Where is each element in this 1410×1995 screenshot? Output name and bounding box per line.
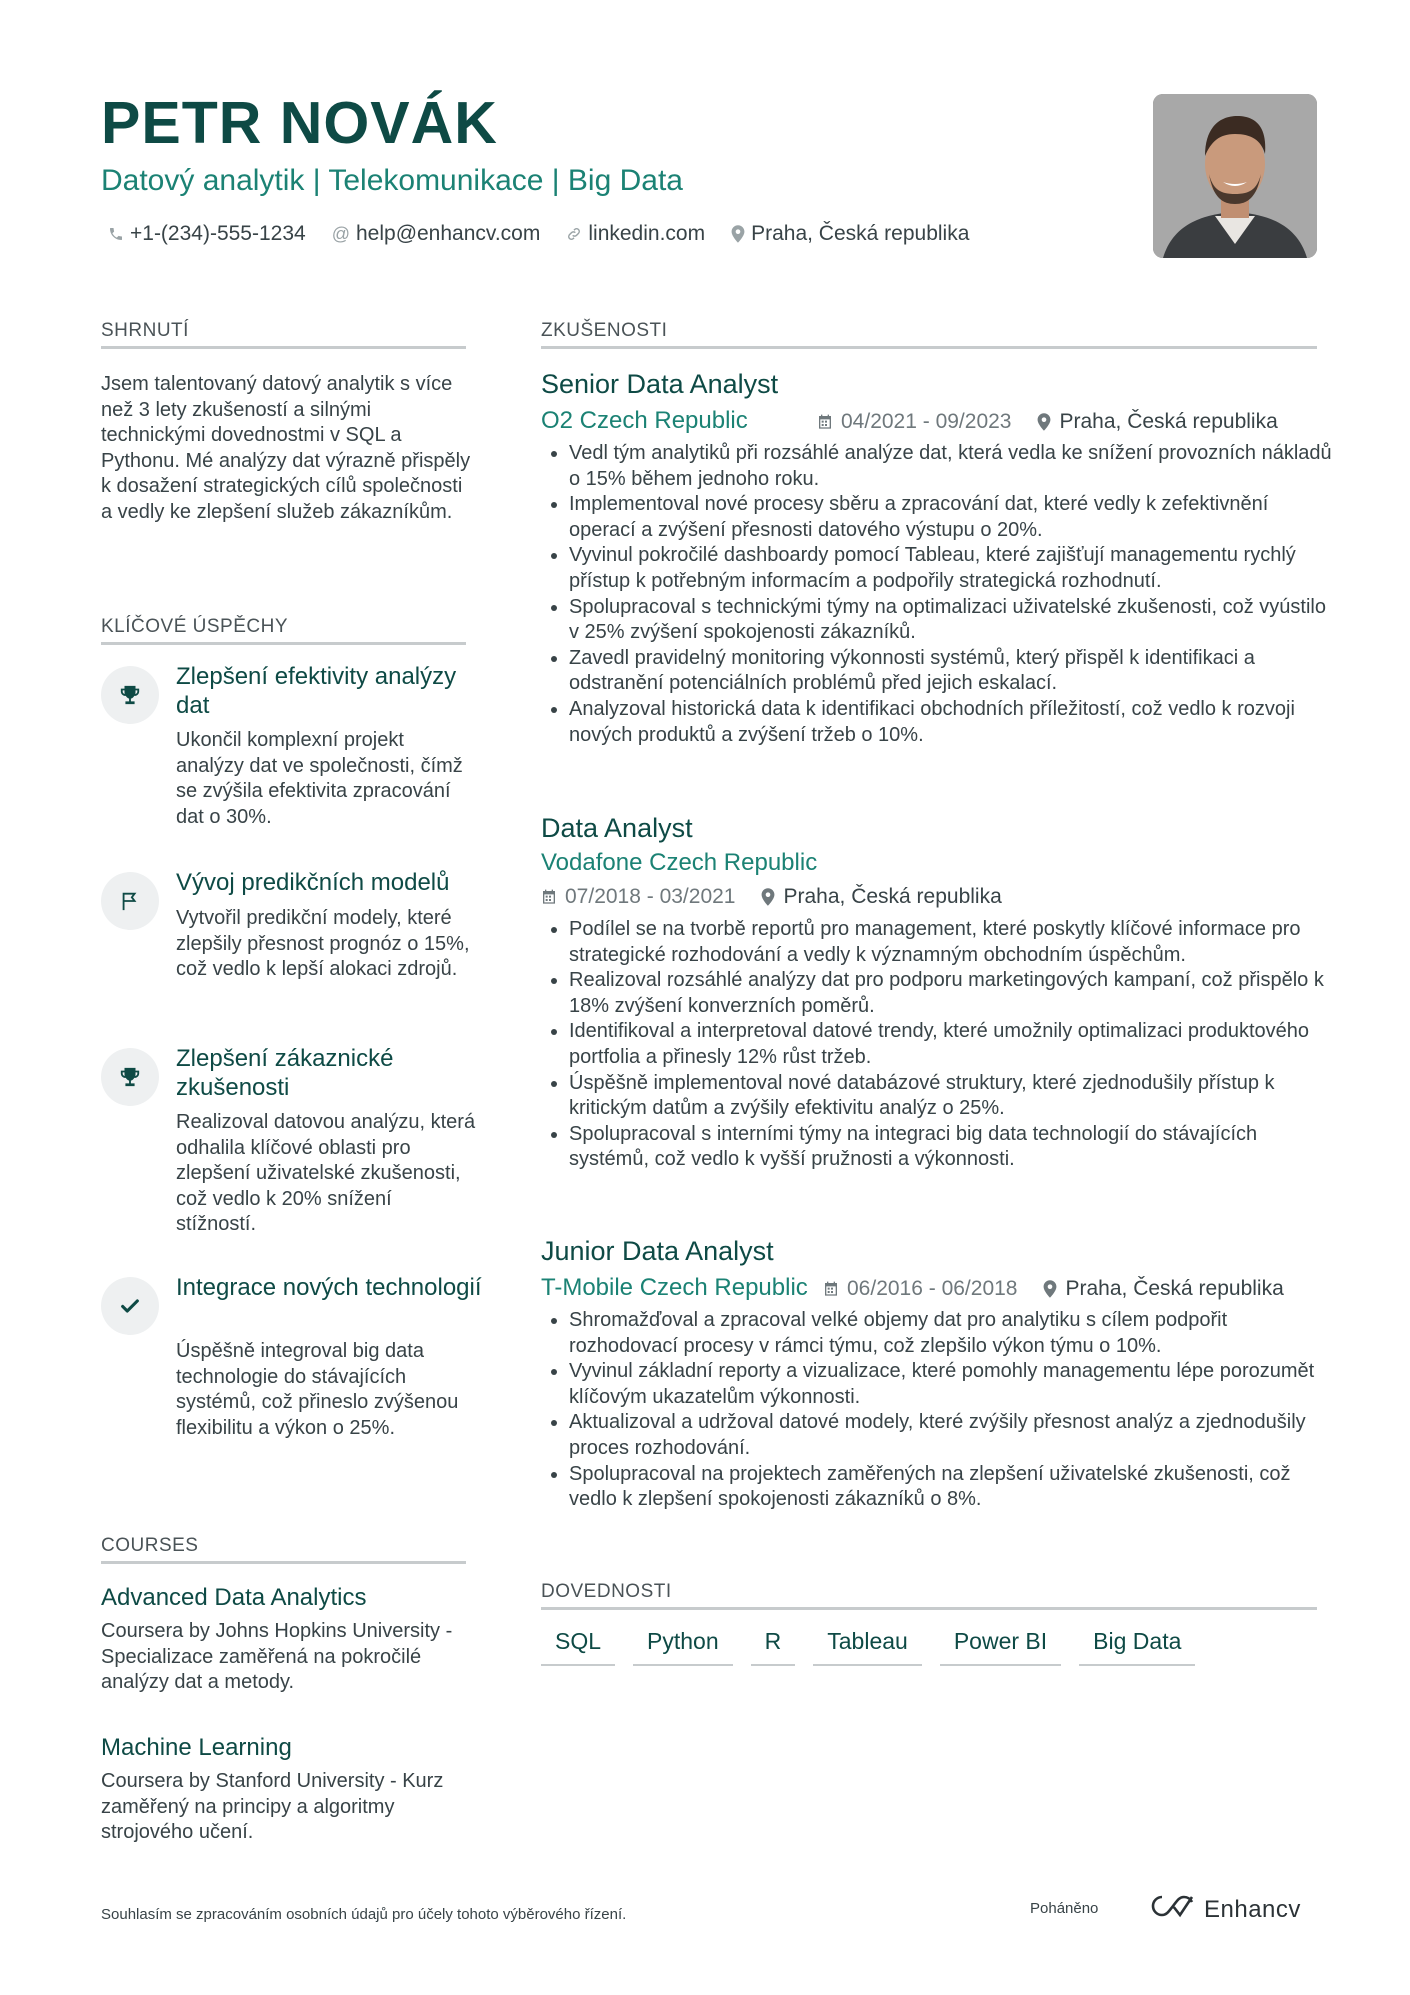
enhancv-logo[interactable] <box>1150 1894 1301 1925</box>
job-title: Junior Data Analyst <box>541 1236 774 1266</box>
link-icon <box>566 226 582 242</box>
job-bullet: • Aktualizoval a udržoval datové modely, které zvýšily přesnost analýz a zjednodušily proces rozhodování. <box>569 1410 1339 1461</box>
achievements-heading: KLÍČOVÉ ÚSPĚCHY <box>101 616 288 637</box>
enhancv-logo-text: Enhancv <box>1204 1895 1301 1923</box>
candidate-title: Datový analytik | Telekomunikace | Big Data <box>101 164 683 197</box>
experience-divider <box>541 346 1317 349</box>
achievement-title: Zlepšení zákaznické zkušenosti <box>176 1045 394 1101</box>
job-bullets <box>547 917 1339 1173</box>
job-bullet: • Realizoval rozsáhlé analýzy dat pro podporu marketingových kampaní, což přispělo k 18% zvýšení konverzních poměrů. <box>569 968 1339 1019</box>
checkmark-icon <box>101 1277 159 1335</box>
phone-text[interactable]: +1-(234)-555-1234 <box>130 222 306 245</box>
course-title: Advanced Data Analytics <box>101 1584 367 1611</box>
job-location: Praha, Česká republika <box>761 882 1001 912</box>
trophy-icon <box>101 1048 159 1106</box>
location-pin-icon <box>731 225 745 243</box>
location-pin-icon <box>761 888 775 906</box>
achievement-desc: Realizoval datovou analýzu, která odhalila klíčové oblasti pro zlepšení uživatelské zkušenosti, což vedlo k 20% snížení stížností. <box>176 1111 476 1236</box>
job-location: Praha, Česká republika <box>1043 1274 1283 1304</box>
courses-heading: COURSES <box>101 1535 199 1556</box>
profile-photo <box>1153 94 1317 258</box>
job-dates: 04/2021 - 09/2023 <box>817 407 1011 437</box>
trophy-icon <box>101 666 159 724</box>
job-bullets <box>547 441 1339 748</box>
skill-tag: Tableau <box>813 1626 922 1666</box>
calendar-icon <box>541 889 557 905</box>
summary-text: Jsem talentovaný datový analytik s více než 3 lety zkušeností a silnými technickými dovednostmi v SQL a Pythonu. Mé analýzy dat výrazně přispěly k dosažení strategických cílů společnosti a vedly ke zlepšení služeb zákazníkům. <box>101 373 471 523</box>
achievement-desc: Vytvořil predikční modely, které zlepšily přesnost prognóz o 15%, což vedlo k lepší alokaci zdrojů. <box>176 907 470 981</box>
courses-divider <box>101 1561 466 1564</box>
achievement-title: Integrace nových technologií <box>176 1274 482 1301</box>
course-title: Machine Learning <box>101 1734 292 1761</box>
job-bullet: • Analyzoval historická data k identifikaci obchodních příležitostí, což vedlo k rozvoji nových produktů a zvýšení tržeb o 10%. <box>569 697 1339 748</box>
job-title: Senior Data Analyst <box>541 369 779 399</box>
powered-by-label: Poháněno <box>1030 1900 1099 1917</box>
achievement-desc: Ukončil komplexní projekt analýzy dat ve společnosti, čímž se zvýšila efektivita zpracování dat o 30%. <box>176 729 463 828</box>
achievement-desc: Úspěšně integroval big data technologie do stávajících systémů, což přineslo zvýšenou flexibilitu a výkon o 25%. <box>176 1340 459 1439</box>
candidate-name: PETR NOVÁK <box>101 90 498 156</box>
location-text: Praha, Česká republika <box>751 222 970 245</box>
job-meta <box>823 1274 1284 1304</box>
at-icon: @ <box>331 224 350 244</box>
experience-heading: ZKUŠENOSTI <box>541 320 668 341</box>
consent-text: Souhlasím se zpracováním osobních údajů pro účely tohoto výběrového řízení. <box>101 1906 627 1923</box>
skills-divider <box>541 1607 1317 1610</box>
course-desc: Coursera by Johns Hopkins University - Specializace zaměřená na pokročilé analýzy dat a metody. <box>101 1620 453 1694</box>
contact-location <box>731 218 969 250</box>
location-pin-icon <box>1043 1280 1057 1298</box>
skill-tag: R <box>751 1626 796 1666</box>
summary-heading: SHRNUTÍ <box>101 320 189 341</box>
contact-email <box>332 218 541 250</box>
job-bullet: • Vyvinul základní reporty a vizualizace, které pomohly managementu lépe porozumět klíčovým ukazatelům výkonnosti. <box>569 1359 1339 1410</box>
job-meta <box>541 882 1002 912</box>
job-bullet: • Zavedl pravidelný monitoring výkonnosti systémů, který přispěl k identifikaci a odstranění potenciálních problémů před jejich eskalací. <box>569 646 1339 697</box>
linkedin-text[interactable]: linkedin.com <box>588 222 706 245</box>
job-bullet: • Úspěšně implementoval nové databázové struktury, které zjednodušily přístup k kritickým datům a zvýšily efektivitu analýz o 25%. <box>569 1071 1339 1122</box>
flag-icon <box>101 872 159 930</box>
job-bullets <box>547 1308 1339 1513</box>
course-desc: Coursera by Stanford University - Kurz zaměřený na principy a algoritmy strojového učení. <box>101 1770 444 1844</box>
achievement-title: Zlepšení efektivity analýzy dat <box>176 663 457 719</box>
achievement-title: Vývoj predikčních modelů <box>176 869 450 896</box>
job-title: Data Analyst <box>541 813 693 843</box>
job-bullet: • Spolupracoval s technickými týmy na optimalizaci uživatelské zkušenosti, což vyústilo v 25% zvýšení spokojenosti zákazníků. <box>569 595 1339 646</box>
job-company: T-Mobile Czech Republic <box>541 1274 808 1301</box>
job-bullet: • Implementoval nové procesy sběru a zpracování dat, které vedly k zefektivnění operací a zvýšení přesnosti datového výstupu o 20%. <box>569 492 1339 543</box>
skills-heading: DOVEDNOSTI <box>541 1581 672 1602</box>
job-bullet: • Spolupracoval s interními týmy na integraci big data technologií do stávajících systémů, což vedlo k vyšší pružnosti a výkonnosti. <box>569 1122 1339 1173</box>
contact-phone <box>108 218 306 250</box>
job-meta <box>817 407 1278 437</box>
job-dates: 06/2016 - 06/2018 <box>823 1274 1017 1304</box>
job-bullet: • Shromažďoval a zpracoval velké objemy dat pro analytiku s cílem podpořit rozhodovací procesy v rámci týmu, což zlepšilo výkon týmu o 10%. <box>569 1308 1339 1359</box>
skill-tag: Python <box>633 1626 733 1666</box>
skill-tag: Power BI <box>940 1626 1061 1666</box>
job-company: Vodafone Czech Republic <box>541 849 818 876</box>
contact-linkedin <box>566 218 705 250</box>
achievements-divider <box>101 642 466 645</box>
location-pin-icon <box>1037 413 1051 431</box>
calendar-icon <box>823 1281 839 1297</box>
job-bullet: • Spolupracoval na projektech zaměřených na zlepšení uživatelské zkušenosti, což vedlo k zlepšení spokojenosti zákazníků o 8%. <box>569 1462 1339 1513</box>
job-dates: 07/2018 - 03/2021 <box>541 882 735 912</box>
skills-list <box>541 1626 1195 1666</box>
calendar-icon <box>817 414 833 430</box>
job-company: O2 Czech Republic <box>541 407 748 434</box>
job-location: Praha, Česká republika <box>1037 407 1277 437</box>
summary-divider <box>101 346 466 349</box>
email-text[interactable]: help@enhancv.com <box>355 222 541 245</box>
contact-bar <box>108 218 969 250</box>
job-bullet: • Identifikoval a interpretoval datové trendy, které umožnily optimalizaci produktového portfolia a přinesly 12% růst tržeb. <box>569 1019 1339 1070</box>
enhancv-logo-icon <box>1150 1894 1196 1925</box>
job-bullet: • Vyvinul pokročilé dashboardy pomocí Tableau, které zajišťují managementu rychlý přístup k potřebným informacím a podpořily strategická rozhodnutí. <box>569 543 1339 594</box>
skill-tag: SQL <box>541 1626 615 1666</box>
phone-icon <box>108 226 124 242</box>
job-bullet: • Vedl tým analytiků při rozsáhlé analýze dat, která vedla ke snížení provozních nákladů o 15% během jednoho roku. <box>569 441 1339 492</box>
skill-tag: Big Data <box>1079 1626 1195 1666</box>
job-bullet: • Podílel se na tvorbě reportů pro management, které poskytly klíčové informace pro strategické rozhodování a vedly k významným obchodním úspěchům. <box>569 917 1339 968</box>
